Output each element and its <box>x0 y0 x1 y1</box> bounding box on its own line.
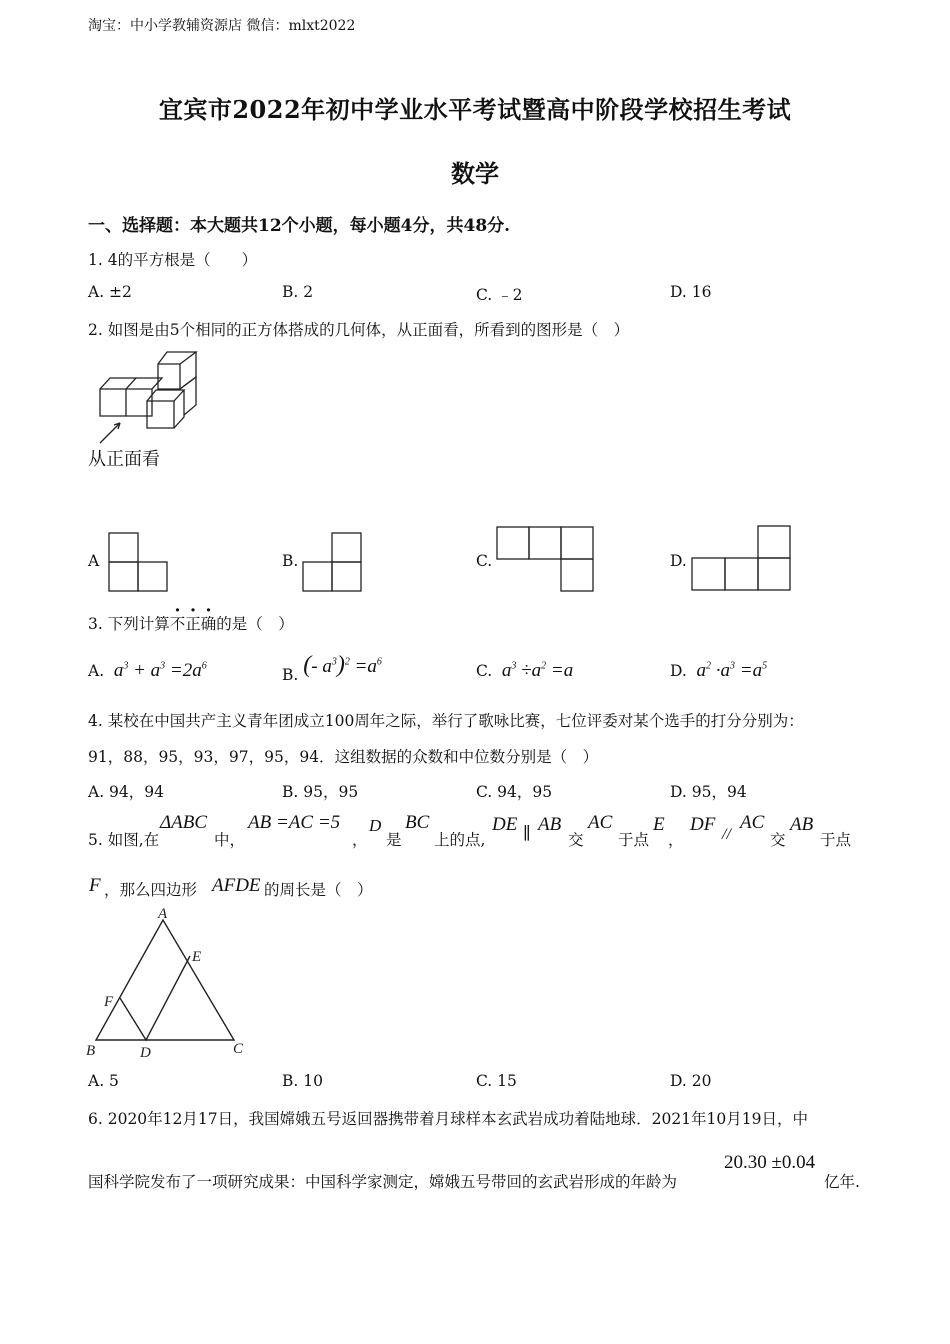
q4-option-d: D. 95，94 <box>670 783 747 801</box>
q4-option-b: B. 95，95 <box>282 783 359 801</box>
q6-unit: 亿年. <box>824 1173 860 1191</box>
q5-p9: 交 <box>770 831 786 849</box>
q2-option-a-label: A <box>88 552 100 570</box>
q3-option-b <box>282 652 382 684</box>
q5-math-d: D <box>369 816 382 835</box>
q3-emphasis-3: 确 <box>200 615 217 633</box>
q4-stem-line1: 4. 某校在中国共产主义青年团成立100周年之际，举行了歌咏比赛，七位评委对某个选手的打分分别为： <box>88 712 804 730</box>
q5-p7: 于点 <box>618 831 650 849</box>
q5-math-f: F <box>89 875 101 896</box>
q5-p3: ， <box>352 831 368 849</box>
page-subtitle: 数学 <box>451 159 499 188</box>
q5-math-ac1: AC <box>588 812 613 833</box>
q3-emphasis-2: 正 <box>185 615 201 633</box>
q6-value: 20.30 ±0.04 <box>724 1152 816 1173</box>
q1-option-d: D. 16 <box>670 283 712 301</box>
q5-p6: 交 <box>568 831 584 849</box>
q5-math-df: DF <box>690 814 716 835</box>
q5-fig-label-f: F <box>104 994 114 1010</box>
q5-math-triangle: ΔABC <box>160 812 208 833</box>
q2-option-c-label: C. <box>476 552 493 570</box>
q5-math-ac2: AC <box>740 812 765 833</box>
q2-option-b-label: B. <box>282 552 299 570</box>
q3-option-c-label: C. <box>476 662 493 680</box>
section-heading: 一、选择题：本大题共12个小题，每小题4分，共48分. <box>88 216 511 236</box>
q1-option-c: C. ﹣2 <box>476 286 523 304</box>
q2-cube-figure <box>92 345 207 445</box>
q5-math-parallel2: // <box>722 826 731 843</box>
q2-option-d-label: D. <box>670 552 687 570</box>
q1-option-b: B. 2 <box>282 283 314 301</box>
q2-caption: 从正面看 <box>88 449 160 470</box>
q3-stem-pre: 3. 下列计算 <box>88 615 170 633</box>
q2-option-b-figure <box>302 532 364 594</box>
q2-stem: 2. 如图是由5个相同的正方体搭成的几何体，从正面看，所看到的图形是（ ） <box>88 321 630 339</box>
q1-option-a: A. ±2 <box>88 283 132 301</box>
q6-line1: 6. 2020年12月17日，我国嫦娥五号返回器携带着月球样本玄武岩成功着陆地球．2021年10月19日，中 <box>88 1110 809 1128</box>
q3-formula-c: $a^3 \div a^2 =a$ <box>497 660 574 681</box>
q6-line2: 国科学院发布了一项研究成果：中国科学家测定，嫦娥五号带回的玄武岩形成的年龄为 <box>88 1173 678 1191</box>
q3-option-a <box>88 660 207 682</box>
q3-formula-b: (- $a^3)^2 =a^6$ <box>303 652 382 678</box>
q1-stem: 1. 4的平方根是（ ） <box>88 251 258 269</box>
q5-p1: 5. 如图,在 <box>88 831 160 849</box>
q5-option-a: A. 5 <box>88 1072 119 1090</box>
q3-emphasis-1: 不 <box>169 615 186 633</box>
q3-formula-a: $a^3 + a^3 =2a^6$ <box>109 660 207 681</box>
q4-option-c: C. 94，95 <box>476 783 553 801</box>
q2-option-c-figure <box>496 526 596 594</box>
q4-option-a: A. 94，94 <box>88 783 164 801</box>
q2-option-a-figure <box>108 532 170 594</box>
q3-stem-post: 的是（ ） <box>216 615 294 633</box>
header-note: 淘宝：中小学教辅资源店 微信：mlxt2022 <box>88 18 356 34</box>
q5-fig-label-b: B <box>86 1043 96 1059</box>
q5-p2: 中， <box>214 831 246 849</box>
q5-math-de: DE <box>492 814 518 835</box>
q2-option-d-figure <box>691 525 793 593</box>
q5-math-afde: AFDE <box>212 875 261 896</box>
q5-l2b: 的周长是（ ） <box>264 881 373 899</box>
q5-fig-label-d: D <box>140 1045 151 1061</box>
q3-option-d <box>670 660 767 682</box>
q5-triangle-figure <box>84 904 254 1062</box>
q5-math-bc: BC <box>405 812 430 833</box>
q4-stem-line2: 91，88，95，93，97，95，94．这组数据的众数和中位数分别是（ ） <box>88 748 599 766</box>
q3-option-b-label: B. <box>282 666 299 684</box>
q5-fig-label-e: E <box>192 949 202 965</box>
page-title: 宜宾市2022年初中学业水平考试暨高中阶段学校招生考试 <box>158 95 792 124</box>
q5-math-parallel1: ∥ <box>523 824 531 843</box>
q5-math-e: E <box>653 814 665 835</box>
q5-p5: 上的点, <box>434 831 486 849</box>
q5-math-equal: AB =AC =5 <box>248 812 341 833</box>
q5-math-ab1: AB <box>538 814 562 835</box>
q5-fig-label-a: A <box>158 906 168 922</box>
q5-p8: ， <box>668 831 684 849</box>
q3-formula-d: $a^2 \cdot a^3 =a^5$ <box>691 660 768 681</box>
q5-fig-label-c: C <box>233 1041 244 1057</box>
q5-option-d: D. 20 <box>670 1072 712 1090</box>
q5-option-c: C. 15 <box>476 1072 517 1090</box>
q5-l2: ，那么四边形 <box>104 881 198 899</box>
q5-p4: 是 <box>386 831 402 849</box>
q3-stem <box>88 612 294 634</box>
q3-option-a-label: A. <box>88 662 105 680</box>
q5-p10: 于点 <box>820 831 852 849</box>
q3-option-d-label: D. <box>670 662 687 680</box>
q3-option-c <box>476 660 573 682</box>
q5-math-ab2: AB <box>790 814 814 835</box>
q5-option-b: B. 10 <box>282 1072 323 1090</box>
